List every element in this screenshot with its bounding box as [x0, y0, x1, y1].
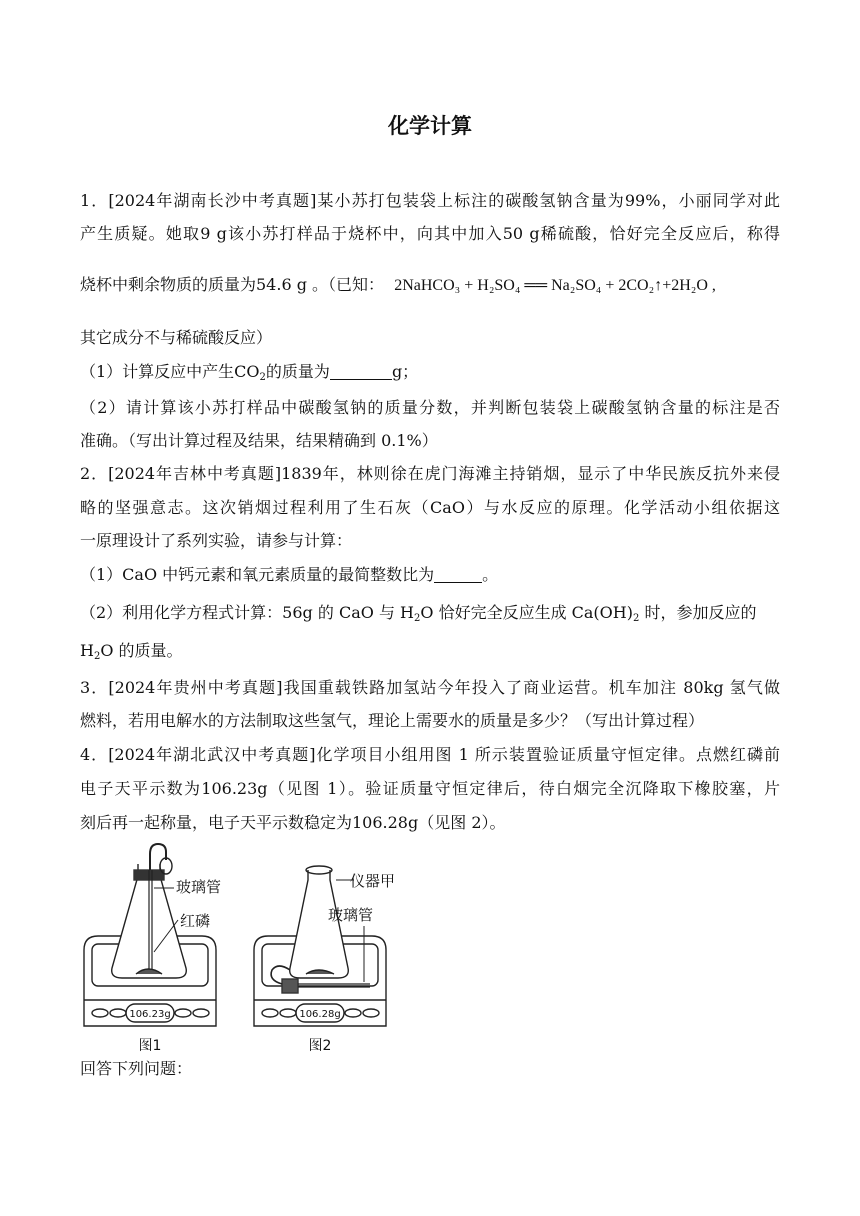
q1-sub-1 — [80, 361, 780, 383]
figure-1-apparatus — [84, 844, 216, 1026]
balance-2-button-1 — [262, 1009, 278, 1017]
q3-line-2: 燃料，若用电解水的方法制取这些氢气，理论上需要水的质量是多少？（写出计算过程） — [80, 711, 705, 730]
q1-sub-1-pre: （1）计算反应中产生CO — [80, 362, 260, 381]
q4-line-2: 电子天平示数为106.23g（见图 1）。验证质量守恒定律后，待白烟完全沉降取下橡胶塞，片 — [80, 779, 780, 798]
q1-sub-1-post: 的质量为 — [265, 362, 330, 381]
q1-sub-2-line-1: （2）请计算该小苏打样品中碳酸氢钠的质量分数，并判断包装袋上碳酸氢钠含量的标注是否 — [80, 398, 780, 417]
q2-sub-2 — [80, 602, 780, 624]
q4-line-1: 4．[2024年湖北武汉中考真题]化学项目小组用图 1 所示装置验证质量守恒定律。点燃红磷前 — [80, 745, 780, 764]
q2-h: H — [80, 641, 94, 660]
flask-2 — [290, 870, 349, 978]
fig1-label-phosphorus: 红磷 — [180, 912, 211, 930]
balance-1-button-4 — [193, 1009, 209, 1017]
q2-sub-1-pre: （1）CaO 中钙元素和氧元素质量的最简整数比为 — [80, 565, 435, 584]
q1-line-2: 产生质疑。她取9 g该小苏打样品于烧杯中，向其中加入50 g稀硫酸，恰好完全反应后，称得 — [80, 224, 780, 243]
q2-h-post: O 的质量。 — [100, 641, 183, 660]
experiment-figures — [78, 840, 398, 1060]
q2-sub-2-post: 时，参加反应的 — [639, 603, 757, 622]
fig2-label-tube: 玻璃管 — [328, 906, 374, 924]
q2-sub-2-line-2 — [80, 640, 780, 662]
fig1-caption: 图1 — [138, 1038, 162, 1054]
rubber-stopper-2 — [282, 979, 298, 993]
q1-sub-2-line-2: 准确。（写出计算过程及结果，结果精确到 0.1%） — [80, 431, 438, 450]
q2-line-2: 略的坚强意志。这次销烟过程利用了生石灰（CaO）与水反应的原理。化学活动小组依据这 — [80, 498, 780, 517]
fig1-reading: 106.23g — [129, 1009, 171, 1020]
fig1-label-tube: 玻璃管 — [176, 878, 222, 896]
q1-line-3-text: 烧杯中剩余物质的质量为54.6 g 。（已知： — [80, 275, 385, 294]
q2-sub-2-sub-a: 2 — [413, 613, 421, 624]
figure-2-apparatus — [254, 866, 386, 1026]
q2-sub-1 — [80, 564, 780, 586]
fig2-label-flask: 仪器甲 — [350, 872, 396, 890]
q1-line-1: 1．[2024年湖南长沙中考真题]某小苏打包装袋上标注的碳酸氢钠含量为99%，小丽同学对此 — [80, 191, 780, 210]
q2-sub-2-sub-b: 2 — [633, 613, 640, 624]
q1-equation: 2NaHCO₃ + H₂SO₄ ══ Na₂SO₄ + 2CO₂↑+2H₂O , — [394, 277, 716, 294]
balance-1-button-3 — [175, 1009, 191, 1017]
balance-2-button-3 — [345, 1009, 361, 1017]
q4-line-3: 刻后再一起称量，电子天平示数稳定为106.28g（见图 2）。 — [80, 813, 506, 832]
q1-sub-1-unit: g； — [391, 362, 419, 381]
balance-2-button-2 — [280, 1009, 296, 1017]
q1-line-3 — [80, 274, 780, 297]
figure-diagram — [78, 840, 398, 1060]
balance-2-button-4 — [363, 1009, 379, 1017]
balance-1-button-2 — [110, 1009, 126, 1017]
balloon-bulb — [160, 858, 172, 874]
q1-answer-blank[interactable] — [330, 363, 392, 380]
q1-line-4: 其它成分不与稀硫酸反应） — [80, 328, 273, 347]
q4-after-figures: 回答下列问题： — [80, 1059, 193, 1078]
page-title: 化学计算 — [388, 114, 472, 138]
q2-line-1: 2．[2024年吉林中考真题]1839年，林则徐在虎门海滩主持销烟，显示了中华民族反抗外来侵 — [80, 464, 780, 483]
q2-sub-2-pre: （2）利用化学方程式计算：56g 的 CaO 与 H — [80, 603, 414, 622]
q2-line-3: 一原理设计了系列实验，请参与计算： — [80, 531, 353, 550]
q1-sub-1-subscript: 2 — [259, 372, 266, 383]
fig2-reading: 106.28g — [299, 1009, 341, 1020]
q2-h-sub: 2 — [93, 651, 101, 662]
q2-answer-blank[interactable] — [434, 566, 482, 583]
balance-1-button-1 — [92, 1009, 108, 1017]
q3-line-1: 3．[2024年贵州中考真题]我国重载铁路加氢站今年投入了商业运营。机车加注 80kg 氢气做 — [80, 678, 780, 697]
q2-sub-1-post: 。 — [482, 565, 499, 584]
fig2-caption: 图2 — [308, 1038, 332, 1054]
q2-sub-2-mid: O 恰好完全反应生成 Ca(OH) — [420, 603, 633, 622]
